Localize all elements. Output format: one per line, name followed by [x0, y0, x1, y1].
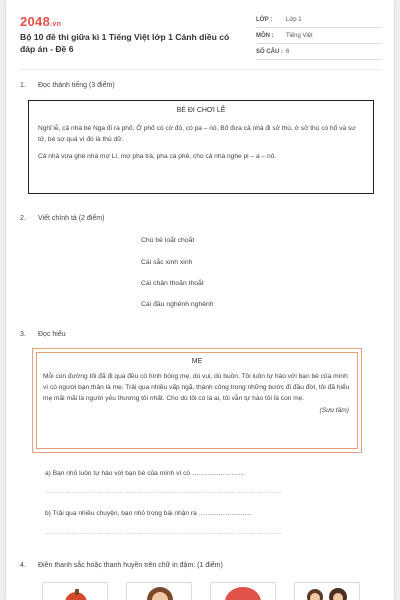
passage-title: BÉ ĐI CHƠI LỄ: [176, 107, 226, 114]
reading-passage-box: [28, 100, 374, 194]
sub-question-a: a) Bạn nhỏ luôn tự hào với bạn bè của mình vì có ……………………: [45, 470, 245, 477]
passage-paragraph: Cả nhà vừa ghé nhà mợ Lí, mợ pha trà, pha cà phê, cho cả nhà nghe pi – a – nô.: [38, 153, 277, 160]
meta-value: Lớp 1: [286, 16, 302, 23]
meta-key: LỚP :: [256, 16, 273, 23]
header-divider: [20, 69, 382, 70]
question-2: [20, 215, 104, 222]
document-title: Bộ 10 đề thi giữa kì 1 Tiếng Việt lớp 1 Cánh diều có đáp án - Đề 6: [20, 32, 230, 54]
passage-credit: (Sưu tầm): [319, 407, 349, 414]
question-label: Viết chính tả (2 điểm): [38, 215, 105, 222]
comprehension-passage-box: [32, 348, 362, 453]
document-page: [6, 0, 394, 600]
meta-value: Tiếng Việt: [286, 32, 313, 39]
question-label: Đọc hiểu: [38, 331, 66, 338]
picture-family: [294, 582, 360, 600]
question-3: [20, 331, 66, 338]
answer-blank: ………………………………………………………………………………………………: [45, 530, 283, 536]
picture-girl: [126, 582, 192, 600]
meta-row-grade: [256, 12, 382, 28]
site-logo[interactable]: 2048.vn: [20, 14, 62, 29]
passage-paragraph: Mỗi con đường tôi đã đi qua đều có hình bóng mẹ, dù vui, dù buồn. Tôi luôn tự hào với bạn bè của mình vì có người bạn thân là mẹ. Trải qua nhiều vấp ngã, thành công trong những bước đi đầu đời, tôi đã hiểu mẹ mãi mãi là người yêu thương tôi nhất. Cho dù tôi có là ai, tôi vẫn tự hào tôi là con mẹ.: [43, 373, 350, 402]
dictation-line: Cái sắc xinh xinh: [141, 259, 193, 266]
answer-blank: ………………………………………………………………………………………………: [45, 489, 283, 495]
question-number: 4.: [20, 562, 26, 569]
question-1: [20, 82, 115, 89]
question-number: 1.: [20, 82, 26, 89]
question-4: [20, 562, 223, 569]
meta-table: [256, 12, 382, 60]
passage-paragraph: Nghỉ lễ, cả nhà bé Nga đi ra phố. Ở phố có cờ đỏ, có pa – nô. Bố đưa cả nhà đi sở thú, ở sở thú có hổ và sư tử, bé sợ quá vì đó là thú dữ.: [38, 125, 356, 143]
meta-key: SỐ CÂU :: [256, 48, 283, 55]
sub-question-b: b) Trải qua nhiều chuyện, bạn nhỏ trong bài nhận ra ……………………: [45, 510, 252, 517]
meta-value: 6: [286, 48, 290, 55]
meta-key: MÔN :: [256, 32, 274, 39]
picture-row: [42, 582, 362, 600]
dictation-line: Chú bé loắt choắt: [141, 237, 195, 244]
dictation-line: Cái chân thoăn thoắt: [141, 280, 204, 287]
question-label: Điền thanh sắc hoặc thanh huyền trên chữ in đậm: (1 điểm): [38, 562, 223, 569]
passage-title: MẸ: [191, 358, 203, 365]
meta-row-count: [256, 44, 382, 60]
document-header: [20, 12, 382, 62]
passage-inner-frame: [36, 352, 358, 449]
picture-pomegranate: [210, 582, 276, 600]
picture-apple: [42, 582, 108, 600]
question-label: Đọc thành tiếng (3 điểm): [38, 82, 115, 89]
dictation-line: Cái đầu nghênh nghênh: [141, 301, 214, 308]
meta-row-subject: [256, 28, 382, 44]
question-number: 2.: [20, 215, 26, 222]
question-number: 3.: [20, 331, 26, 338]
